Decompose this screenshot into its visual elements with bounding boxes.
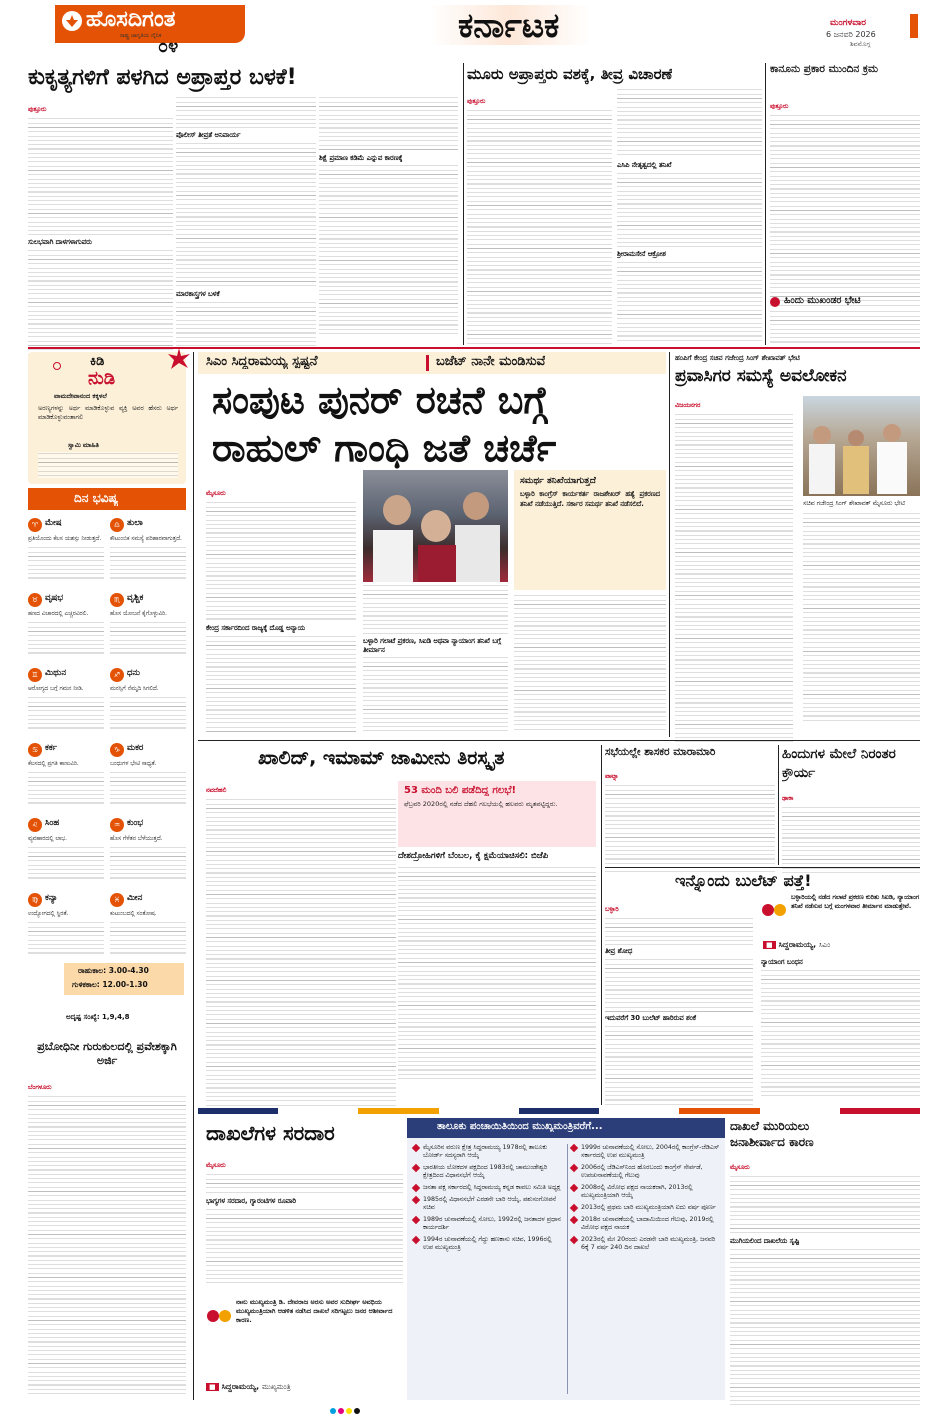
story3-box-title: ಹಿಂದು ಮುಖಂಡರ ಭೇಟಿ (784, 295, 861, 306)
story-minors-crime (28, 63, 458, 345)
rahu-kala: ರಾಹುಕಾಲ: 3.00-4.30 (78, 966, 149, 975)
lucky-number: ಅದೃಷ್ಟ ಸಂಖ್ಯೆ: 1,9,4,8 (66, 1013, 130, 1021)
tourism-headline: ಪ್ರವಾಸಿಗರ ಸಮಸ್ಯೆ ಅವಲೋಕನ (675, 366, 847, 386)
khalid-sub: ದೇಶದ್ರೋಹಿಗಳಿಗೆ ಬೆಂಬಲ, ಕೈ ಕ್ಷಮೆಯಾಚಿಸಲಿ: ಬಿಜೆಪಿ (398, 851, 549, 861)
lead-body-e (514, 594, 666, 732)
bullet-body-b (605, 958, 753, 1012)
lead-sub-centre: ಕೇಂದ್ರ ಸರ್ಕಾರದಿಂದ ರಾಜ್ಯಕ್ಕೆ ದೊಡ್ಡ ಅನ್ಯಾಯ (206, 624, 305, 632)
bullet-body-c (605, 1025, 753, 1110)
tourism-body-a (675, 413, 793, 743)
lead-quote-text: ಬಳ್ಳಾರಿ ಕಾಂಗ್ರೆಸ್ ಕಾರ್ಯಕರ್ತ ರಾಜಶೇಖರ್ ಹತ್ಯೆ ಪ್ರಕರಣದ ತನಿಖೆ ನಡೆಯುತ್ತಿದೆ. ಸರ್ಕಾರ ಸಮರ್ಥ ತನಿಖೆ ನಡೆಸಲಿದೆ. (520, 490, 660, 508)
scorpio-icon: ♏ (110, 593, 124, 607)
bullet-quote-by: ಸಿದ್ದರಾಮಯ್ಯ (778, 940, 814, 949)
timeline-title: ತಾಲೂಕು ಪಂಚಾಯಿತಿಯಿಂದ ಮುಖ್ಯಮಂತ್ರಿವರೆಗೆ... (437, 1121, 603, 1132)
sign-vrishchika: ♏ ವೃಶ್ಚಿಕ ಹೊಸ ಯೋಜನೆ ಕೈಗೊಳ್ಳುವಿರಿ. (110, 593, 186, 658)
kidi-speaker: ವಾಮದೇವಾನಂದ ಕಕ್ಕಳಲೆ (54, 392, 107, 400)
story-sabhe (605, 745, 775, 865)
sign-kumbha: ♒ ಕುಂಭ ಹೊಸ ಗೆಳೆತನ ಬೆಳೆಯುತ್ತದೆ. (110, 818, 186, 883)
bullet-headline: ಇನ್ನೊಂದು ಬುಲೆಟ್ ಪತ್ತೆ! (675, 871, 812, 890)
guli-kala: ಗುಳಿಕಕಾಲ: 12.00-1.30 (72, 980, 148, 989)
story-tourism (675, 352, 920, 737)
horoscope-grid (28, 518, 186, 958)
story1-dateline: ಪುತ್ತೂರು (28, 106, 47, 113)
lead-quote-title: ಸಮರ್ಥ ತನಿಖೆಯಾಗುತ್ತದೆ (520, 476, 596, 486)
bullet-dateline: ಬಳ್ಳಾರಿ (605, 906, 619, 913)
khalid-dateline: ನವದೆಹಲಿ (206, 787, 227, 794)
lead-kicker-right: ಬಜೆಟ್ ನಾನೇ ಮಂಡಿಸುವೆ (436, 354, 546, 369)
gurukula-dateline: ಬೆಂಗಳೂರು (28, 1084, 52, 1091)
khalid-box (398, 781, 596, 847)
story1-sub-shikshe: ಶಿಕ್ಷೆ ಪ್ರಮಾಣ ಕಡಿಮೆ ಎನ್ನುವ ಕಾರಣಕ್ಕೆ (319, 154, 403, 162)
sign-mesha: ♈ ಮೇಷ ಪ್ರತಿಯೊಂದು ಕೆಲಸ ಯಶಸ್ಸು ನೀಡುತ್ತದೆ. (28, 518, 104, 583)
record-body-b (206, 1208, 403, 1283)
sign-makara: ♑ ಮಕರ ಬಂಧುಗಳ ಭೇಟಿ ಸಾಧ್ಯತೆ. (110, 743, 186, 808)
sign-tula: ♎ ತುಲಾ ಕೌಟುಂಬಿಕ ಸಮಸ್ಯೆ ಪರಿಹಾರವಾಗುತ್ತದೆ. (110, 518, 186, 583)
sign-karka: ♋ ಕರ್ಕ ಕೆಲಸದಲ್ಲಿ ಪ್ರಗತಿ ಕಾಣುವಿರಿ. (28, 743, 104, 808)
tourism-photo (803, 396, 920, 496)
dakhale-sub: ಮುಗಿಯಲಿಂದ ದಾಖಲೆಯ ಸೃಷ್ಟಿ (730, 1237, 800, 1245)
story3-box (770, 295, 920, 345)
dakhale-body-b (730, 1248, 920, 1408)
gemini-icon: ♊ (28, 668, 42, 682)
record-quote-by: ಸಿದ್ದರಾಮಯ್ಯ (221, 1382, 257, 1391)
logo-icon (62, 11, 82, 31)
cancer-icon: ♋ (28, 743, 42, 757)
aries-icon: ♈ (28, 518, 42, 532)
spark-icon (168, 348, 190, 370)
kidi-nudi-box (28, 352, 186, 484)
story-dakhale (730, 1118, 920, 1400)
timeline-item: 1999ರ ಚುನಾವಣೆಯಲ್ಲಿ ಸೋಲು, 2004ರಲ್ಲಿ ಕಾಂಗ್ರೆಸ್-ಜೆಡಿಎಸ್ ಸರ್ಕಾರದಲ್ಲಿ ಉಪ ಮುಖ್ಯಮಂತ್ರಿ (571, 1144, 721, 1160)
story-legal-action (770, 63, 920, 345)
timeline-item: 1985ರಲ್ಲಿ ವಿಧಾನಸಭೆಗೆ ಎರಡನೇ ಬಾರಿ ಆಯ್ಕೆ, ಪಶುಸಂಗೋಪನೆ ಸಚಿವ (413, 1196, 563, 1212)
story1-body-a (28, 117, 173, 235)
hindu-headline: ಹಿಂದುಗಳ ಮೇಲೆ ನಿರಂತರ ಕ್ರೌರ್ಯ (782, 746, 896, 781)
masthead (0, 0, 945, 62)
timeline (407, 1118, 725, 1400)
sabhe-headline: ಸಭೆಯಲ್ಲೇ ಶಾಸಕರ ಮಾರಾಮಾರಿ (605, 746, 716, 758)
record-quote: ನಾನು ಮುಖ್ಯಮಂತ್ರಿ ಡಿ. ದೇವರಾಜ ಅರಸು ಅವರ ಸುದೀರ್ಘ ಅವಧಿಯ ಮುಖ್ಯಮಂತ್ರಿಯಾಗಿ ಆಡಳಿತ ನಡೆಸಿದ ದಾಖಲೆ ಸರಿಗಟ್ಟಲು ಜನರ ಆಶೀರ್ವಾದ ಕಾರಣ. ■ ಸಿದ್ದರಾಮಯ್ಯ, ಮುಖ್ಯಮಂತ್ರಿ (206, 1298, 403, 1398)
sign-kanya: ♍ ಕನ್ಯಾ ಉದ್ಯೋಗದಲ್ಲಿ ಸ್ಥಿರತೆ. (28, 893, 104, 958)
lead-quote-box (514, 470, 666, 590)
libra-icon: ♎ (110, 518, 124, 532)
story-khalid (198, 745, 598, 1105)
tourism-dateline: ವಿಜಯನಗರ (675, 402, 701, 409)
horoscope (28, 488, 186, 1036)
dakhale-dateline: ಮೈಸೂರು (730, 1164, 750, 1171)
bullet-quote: ಬಳ್ಳಾರಿಯಲ್ಲಿ ನಡೆದ ಗಲಾಟೆ ಪ್ರಕರಣ ಕುರಿತು ಸಿಐಡಿ, ನ್ಯಾಯಾಂಗ ತನಿಖೆ ನಡೆಸುವ ಬಗ್ಗೆ ಮಂಗಳವಾರ ತೀರ್ಮಾನ ಮಾಡುತ್ತೇವೆ. ■ ಸಿದ್ದರಾಮಯ್ಯ, ಸಿಎಂ (761, 894, 920, 954)
lead-kicker-left: ಸಿಎಂ ಸಿದ್ದರಾಮಯ್ಯ ಸ್ಪಷ್ಟನೆ (206, 354, 318, 369)
story2-body-b (617, 88, 762, 158)
timeline-right (571, 1144, 721, 1394)
date-bar (910, 14, 918, 38)
dakhale-headline-2: ಜನಾಶೀರ್ವಾದ ಕಾರಣ (730, 1135, 814, 1149)
timeline-item: 2013ರಲ್ಲಿ ಪ್ರಥಮ ಬಾರಿ ಮುಖ್ಯಮಂತ್ರಿಯಾಗಿ ಐದು ವರ್ಷ ಪೂರ್ಣ (571, 1204, 721, 1212)
story1-body-d (176, 142, 316, 287)
kidi-subtitle: ನುಡಿ (88, 368, 116, 389)
story2-body-a (467, 109, 612, 349)
lead-body-c (363, 584, 508, 634)
bullet-body-a (605, 917, 753, 945)
sign-mithuna: ♊ ಮಿಥುನ ಆರೋಗ್ಯದ ಬಗ್ಗೆ ಗಮನ ನೀಡಿ. (28, 668, 104, 733)
khalid-headline: ಖಾಲಿದ್, ಇಮಾಮ್ ಜಾಮೀನು ತಿರಸ್ಕೃತ (258, 747, 505, 769)
hindu-dateline: ಢಾಕಾ (782, 795, 794, 802)
lead-body-d (363, 656, 508, 731)
quote-icon (761, 896, 787, 922)
bullet-sub-30: ಇದುವರೆಗೆ 30 ಬುಲೆಟ್ ಹಾರಿರುವ ಶಂಕೆ (605, 1014, 697, 1022)
page-number: ೦೪ (158, 36, 179, 57)
bullet-quote-text: ಬಳ್ಳಾರಿಯಲ್ಲಿ ನಡೆದ ಗಲಾಟೆ ಪ್ರಕರಣ ಕುರಿತು ಸಿಐಡಿ, ನ್ಯಾಯಾಂಗ ತನಿಖೆ ನಡೆಸುವ ಬಗ್ಗೆ ಮಂಗಳವಾರ ತೀರ್ಮಾನ ಮಾಡುತ್ತೇವೆ. (791, 894, 920, 910)
lead-dateline: ಮೈಸೂರು (206, 490, 226, 497)
tourism-photo-caption: ಸಚಿವ ಗಜೇಂದ್ರ ಸಿಂಗ್ ಶೇಖಾವತ್ ಮೈಸೂರು ಭೇಟಿ (803, 500, 905, 507)
story1-headline: ಕುಕೃತ್ಯಗಳಿಗೆ ಪಳಗಿದ ಅಪ್ರಾಪ್ತರ ಬಳಕೆ! (28, 65, 297, 90)
story3-body (770, 114, 920, 309)
timeline-item: 2008ರಲ್ಲಿ ವಿರೋಧ ಪಕ್ಷದ ನಾಯಕರಾಗಿ, 2013ರಲ್ಲಿ ಮುಖ್ಯಮಂತ್ರಿಯಾಗಿ ಆಯ್ಕೆ (571, 1184, 721, 1200)
leo-icon: ♌ (28, 818, 42, 832)
record-body-a (206, 1173, 403, 1195)
timeline-item: 2018ರ ಚುನಾವಣೆಯಲ್ಲಿ ಬಾದಾಮಿಯಿಂದ ಗೆಲುವು, 2019ರಲ್ಲಿ ವಿರೋಧ ಪಕ್ಷದ ನಾಯಕ (571, 1216, 721, 1232)
sagittarius-icon: ♐ (110, 668, 124, 682)
story-bullet (605, 870, 920, 1105)
story1-body-g (319, 164, 458, 334)
khalid-body-a (206, 798, 396, 1108)
horoscope-title: ದಿನ ಭವಿಷ್ಯ (74, 491, 119, 505)
story2-body-d (617, 261, 762, 341)
story-gurukula (28, 1040, 186, 1400)
record-sub: ಭಾಗ್ಯಗಳ ಸರದಾರ, ಗ್ಯಾರಂಟಿಗಳ ರೂವಾರಿ (206, 1197, 297, 1205)
sign-dhanu: ♐ ಧನು ಮನಸ್ಸಿಗೆ ನೆಮ್ಮದಿ ಸಿಗಲಿದೆ. (110, 668, 186, 733)
record-quote-mark: ■ (206, 1383, 219, 1391)
khalid-body-b (398, 866, 596, 1081)
lead-body-b (206, 635, 356, 735)
bullet-sub-search: ತೀವ್ರ ಶೋಧ (605, 947, 633, 955)
khalid-box-title: 53 ಮಂದಿ ಬಲಿ ಪಡೆದಿದ್ದ ಗಲಭೆ! (404, 785, 517, 796)
masthead-brand: ಹೊಸದಿಗಂತ (86, 7, 176, 32)
kidi-text: ಅರಣ್ಯಗಳನ್ನು ಅರ್ಥ ಮಾಡಿಕೊಳ್ಳುವ ವ್ಯಕ್ತಿ ಅವರ ಹೆಸರು ಅರ್ಥ ಮಾಡಿಕೊಳ್ಳುವಂತಾಗಲಿ (38, 405, 178, 421)
record-dateline: ಮೈಸೂರು (206, 1162, 226, 1169)
city-text: ಶಿವಮೊಗ್ಗ (850, 40, 871, 48)
lead-photo (363, 470, 508, 582)
registration-marks (330, 1408, 360, 1414)
story2-sub-acp: ಎಸಿಪಿ ನೇತೃತ್ವದಲ್ಲಿ ತನಿಖೆ (617, 161, 672, 169)
lead-headline-1: ಸಂಪುಟ ಪುನರ್ ರಚನೆ ಬಗ್ಗೆ (212, 378, 548, 422)
kidi-credit: ಸ್ವಾಮಿ ಮಾಹಿತಿ (68, 442, 99, 449)
bullet-sub-custody: ನ್ಯಾಯಾಂಗ ಬಂಧನ (761, 958, 803, 966)
color-strip (198, 1108, 920, 1114)
taurus-icon: ♉ (28, 593, 42, 607)
timeline-item: 2006ರಲ್ಲಿ ಜೆಡಿಎಸ್‌ನಿಂದ ಹೊರಬಂದು ಕಾಂಗ್ರೆಸ್ ಸೇರ್ಪಡೆ, ಉಪಚುನಾವಣೆಯಲ್ಲಿ ಗೆಲುವು (571, 1164, 721, 1180)
story1-sub-weapons: ಮಾರಕಾಸ್ತ್ರಗಳ ಬಳಕೆ (176, 290, 220, 298)
masthead-tagline: ರಾಷ್ಟ್ರ ಜಾಗೃತಿಯ ದೈನಿಕ (120, 33, 162, 39)
sign-meena: ♓ ಮೀನ ಕುಟುಂಬದಲ್ಲಿ ಸಂತೋಷ. (110, 893, 186, 958)
story1-body-c (176, 96, 316, 128)
timeline-item: 1994ರ ಚುನಾವಣೆಯಲ್ಲಿ ಗೆದ್ದು ಹಣಕಾಸು ಸಚಿವ, 1996ರಲ್ಲಿ ಉಪ ಮುಖ್ಯಮಂತ್ರಿ (413, 1236, 563, 1252)
bullet-body-d (761, 969, 920, 1099)
story3-dateline: ಪುತ್ತೂರು (770, 103, 789, 110)
story-record (198, 1118, 403, 1400)
story1-sub-sulabha: ಸುಲಭವಾಗಿ ದಾಳಗಳಾಗುವರು (28, 238, 92, 246)
date-day: ಮಂಗಳವಾರ (830, 18, 867, 28)
tourism-kicker: ಹಂಪಿಗೆ ಕೇಂದ್ರ ಸಚಿವ ಗಜೇಂದ್ರ ಸಿಂಗ್ ಶೇಖಾವತ್ ಭೇಟಿ (675, 354, 800, 362)
lead-headline-2: ರಾಹುಲ್ ಗಾಂಧಿ ಜತೆ ಚರ್ಚೆ (212, 426, 557, 470)
story3-headline: ಕಾನೂನು ಪ್ರಕಾರ ಮುಂದಿನ ಕ್ರಮ (770, 63, 879, 75)
record-quote-icon (206, 1302, 232, 1328)
virgo-icon: ♍ (28, 893, 42, 907)
story3-box-body (770, 310, 920, 344)
kidi-more (38, 452, 178, 478)
story2-headline: ಮೂರು ಅಪ್ರಾಪ್ತರು ವಶಕ್ಕೆ, ತೀವ್ರ ವಿಚಾರಣೆ (467, 65, 673, 83)
sabhe-body (605, 784, 775, 876)
story2-body-c (617, 172, 762, 247)
gurukula-body (28, 1095, 186, 1395)
story1-body-e (176, 301, 316, 349)
story2-sub-rss: ಶ್ರೀರಾಮಸೇನೆ ಆಕ್ರೋಶ (617, 250, 666, 258)
story-hindu (782, 745, 920, 865)
sabhe-dateline: ಪಾಟ್ನಾ (605, 773, 619, 780)
sign-simha: ♌ ಸಿಂಹ ವ್ಯವಹಾರದಲ್ಲಿ ಲಾಭ. (28, 818, 104, 883)
record-quote-role: ಮುಖ್ಯಮಂತ್ರಿ (261, 1383, 291, 1391)
record-quote-text: ನಾನು ಮುಖ್ಯಮಂತ್ರಿ ಡಿ. ದೇವರಾಜ ಅರಸು ಅವರ ಸುದೀರ್ಘ ಅವಧಿಯ ಮುಖ್ಯಮಂತ್ರಿಯಾಗಿ ಆಡಳಿತ ನಡೆಸಿದ ದಾಖಲೆ ಸರಿಗಟ್ಟಲು ಜನರ ಆಶೀರ್ವಾದ ಕಾರಣ. (236, 1298, 393, 1324)
gurukula-headline: ಪ್ರಬೋಧಿನೀ ಗುರುಕುಲದಲ್ಲಿ ಪ್ರವೇಶಕ್ಕಾಗಿ ಅರ್ಜಿ (37, 1040, 177, 1067)
lead-body-a (206, 501, 356, 621)
timeline-item: ಮೈಸೂರಿನ ವರುಣ ಕ್ಷೇತ್ರ ಸಿದ್ದರಾಮಯ್ಯ 1978ರಲ್ಲಿ ತಾಲೂಕು ಬೋರ್ಡ್ ಸದಸ್ಯರಾಗಿ ಆಯ್ಕೆ (413, 1144, 563, 1160)
story-three-minors (467, 63, 762, 345)
bullet-quote-role: ಸಿಎಂ (818, 941, 831, 949)
capricorn-icon: ♑ (110, 743, 124, 757)
dakhale-body-a (730, 1175, 920, 1235)
record-headline: ದಾಖಲೆಗಳ ಸರದಾರ (206, 1121, 335, 1145)
aquarius-icon: ♒ (110, 818, 124, 832)
story2-dateline: ಪುತ್ತೂರು (467, 98, 486, 105)
timeline-item: 2023ರಲ್ಲಿ ಮೇ 20ರಂದು ಎರಡನೇ ಬಾರಿ ಮುಖ್ಯಮಂತ್ರಿ, ಜನವರಿ 6ಕ್ಕೆ 7 ವರ್ಷ 240 ದಿನ ದಾಖಲೆ (571, 1236, 721, 1252)
date-text: 6 ಜನವರಿ 2026 (826, 30, 876, 39)
story1-sub-police: ಪೊಲೀಸ್ ತೀವ್ರತೆ ಅನಿವಾರ್ಯ (176, 131, 241, 139)
bullet-quote-mark: ■ (763, 941, 776, 949)
dakhale-headline-1: ದಾಖಲೆ ಮುರಿಯಲು (730, 1119, 810, 1133)
story1-body-f (319, 96, 458, 151)
pisces-icon: ♓ (110, 893, 124, 907)
section-title: ಕರ್ನಾಟಕ (458, 6, 560, 46)
timeline-item: 1989ರ ಚುನಾವಣೆಯಲ್ಲಿ ಸೋಲು, 1992ರಲ್ಲಿ ಜನತಾದಳ ಪ್ರಧಾನ ಕಾರ್ಯದರ್ಶಿ (413, 1216, 563, 1232)
timeline-left (413, 1144, 563, 1394)
timeline-item: ಜನತಾ ಪಕ್ಷ ಸರ್ಕಾರದಲ್ಲಿ ಸಿದ್ದರಾಮಯ್ಯ ಕನ್ನಡ ಕಾವಲು ಸಮಿತಿ ಅಧ್ಯಕ್ಷ (413, 1184, 563, 1192)
khalid-box-text: ಫೆಬ್ರವರಿ 2020ರಲ್ಲಿ ನಡೆದ ದೆಹಲಿ ಗಲಭೆಯಲ್ಲಿ ಹಲವರು ಮೃತಪಟ್ಟಿದ್ದರು. (404, 800, 558, 808)
sign-vrishabha: ♉ ವೃಷಭ ಹಣದ ವಿಚಾರದಲ್ಲಿ ಎಚ್ಚರವಿರಲಿ. (28, 593, 104, 658)
lead-story (198, 352, 666, 737)
lead-sub-bellary: ಬಳ್ಳಾರಿ ಗಲಾಟೆ ಪ್ರಕರಣ, ಸಿಐಡಿ ಅಥವಾ ನ್ಯಾಯಾಂಗ ತನಿಖೆ ಬಗ್ಗೆ ತೀರ್ಮಾನ (363, 637, 502, 654)
kidi-title: ಕಿಡಿ (90, 354, 105, 369)
timeline-item: ಭಾರತೀಯ ಲೋಕದಳ ಪಕ್ಷದಿಂದ 1983ರಲ್ಲಿ ಚಾಮುಂಡೇಶ್ವರಿ ಕ್ಷೇತ್ರದಿಂದ ವಿಧಾನಸಭೆಗೆ ಆಯ್ಕೆ (413, 1164, 563, 1180)
tourism-body-b (803, 512, 920, 722)
hindu-body (782, 806, 920, 874)
